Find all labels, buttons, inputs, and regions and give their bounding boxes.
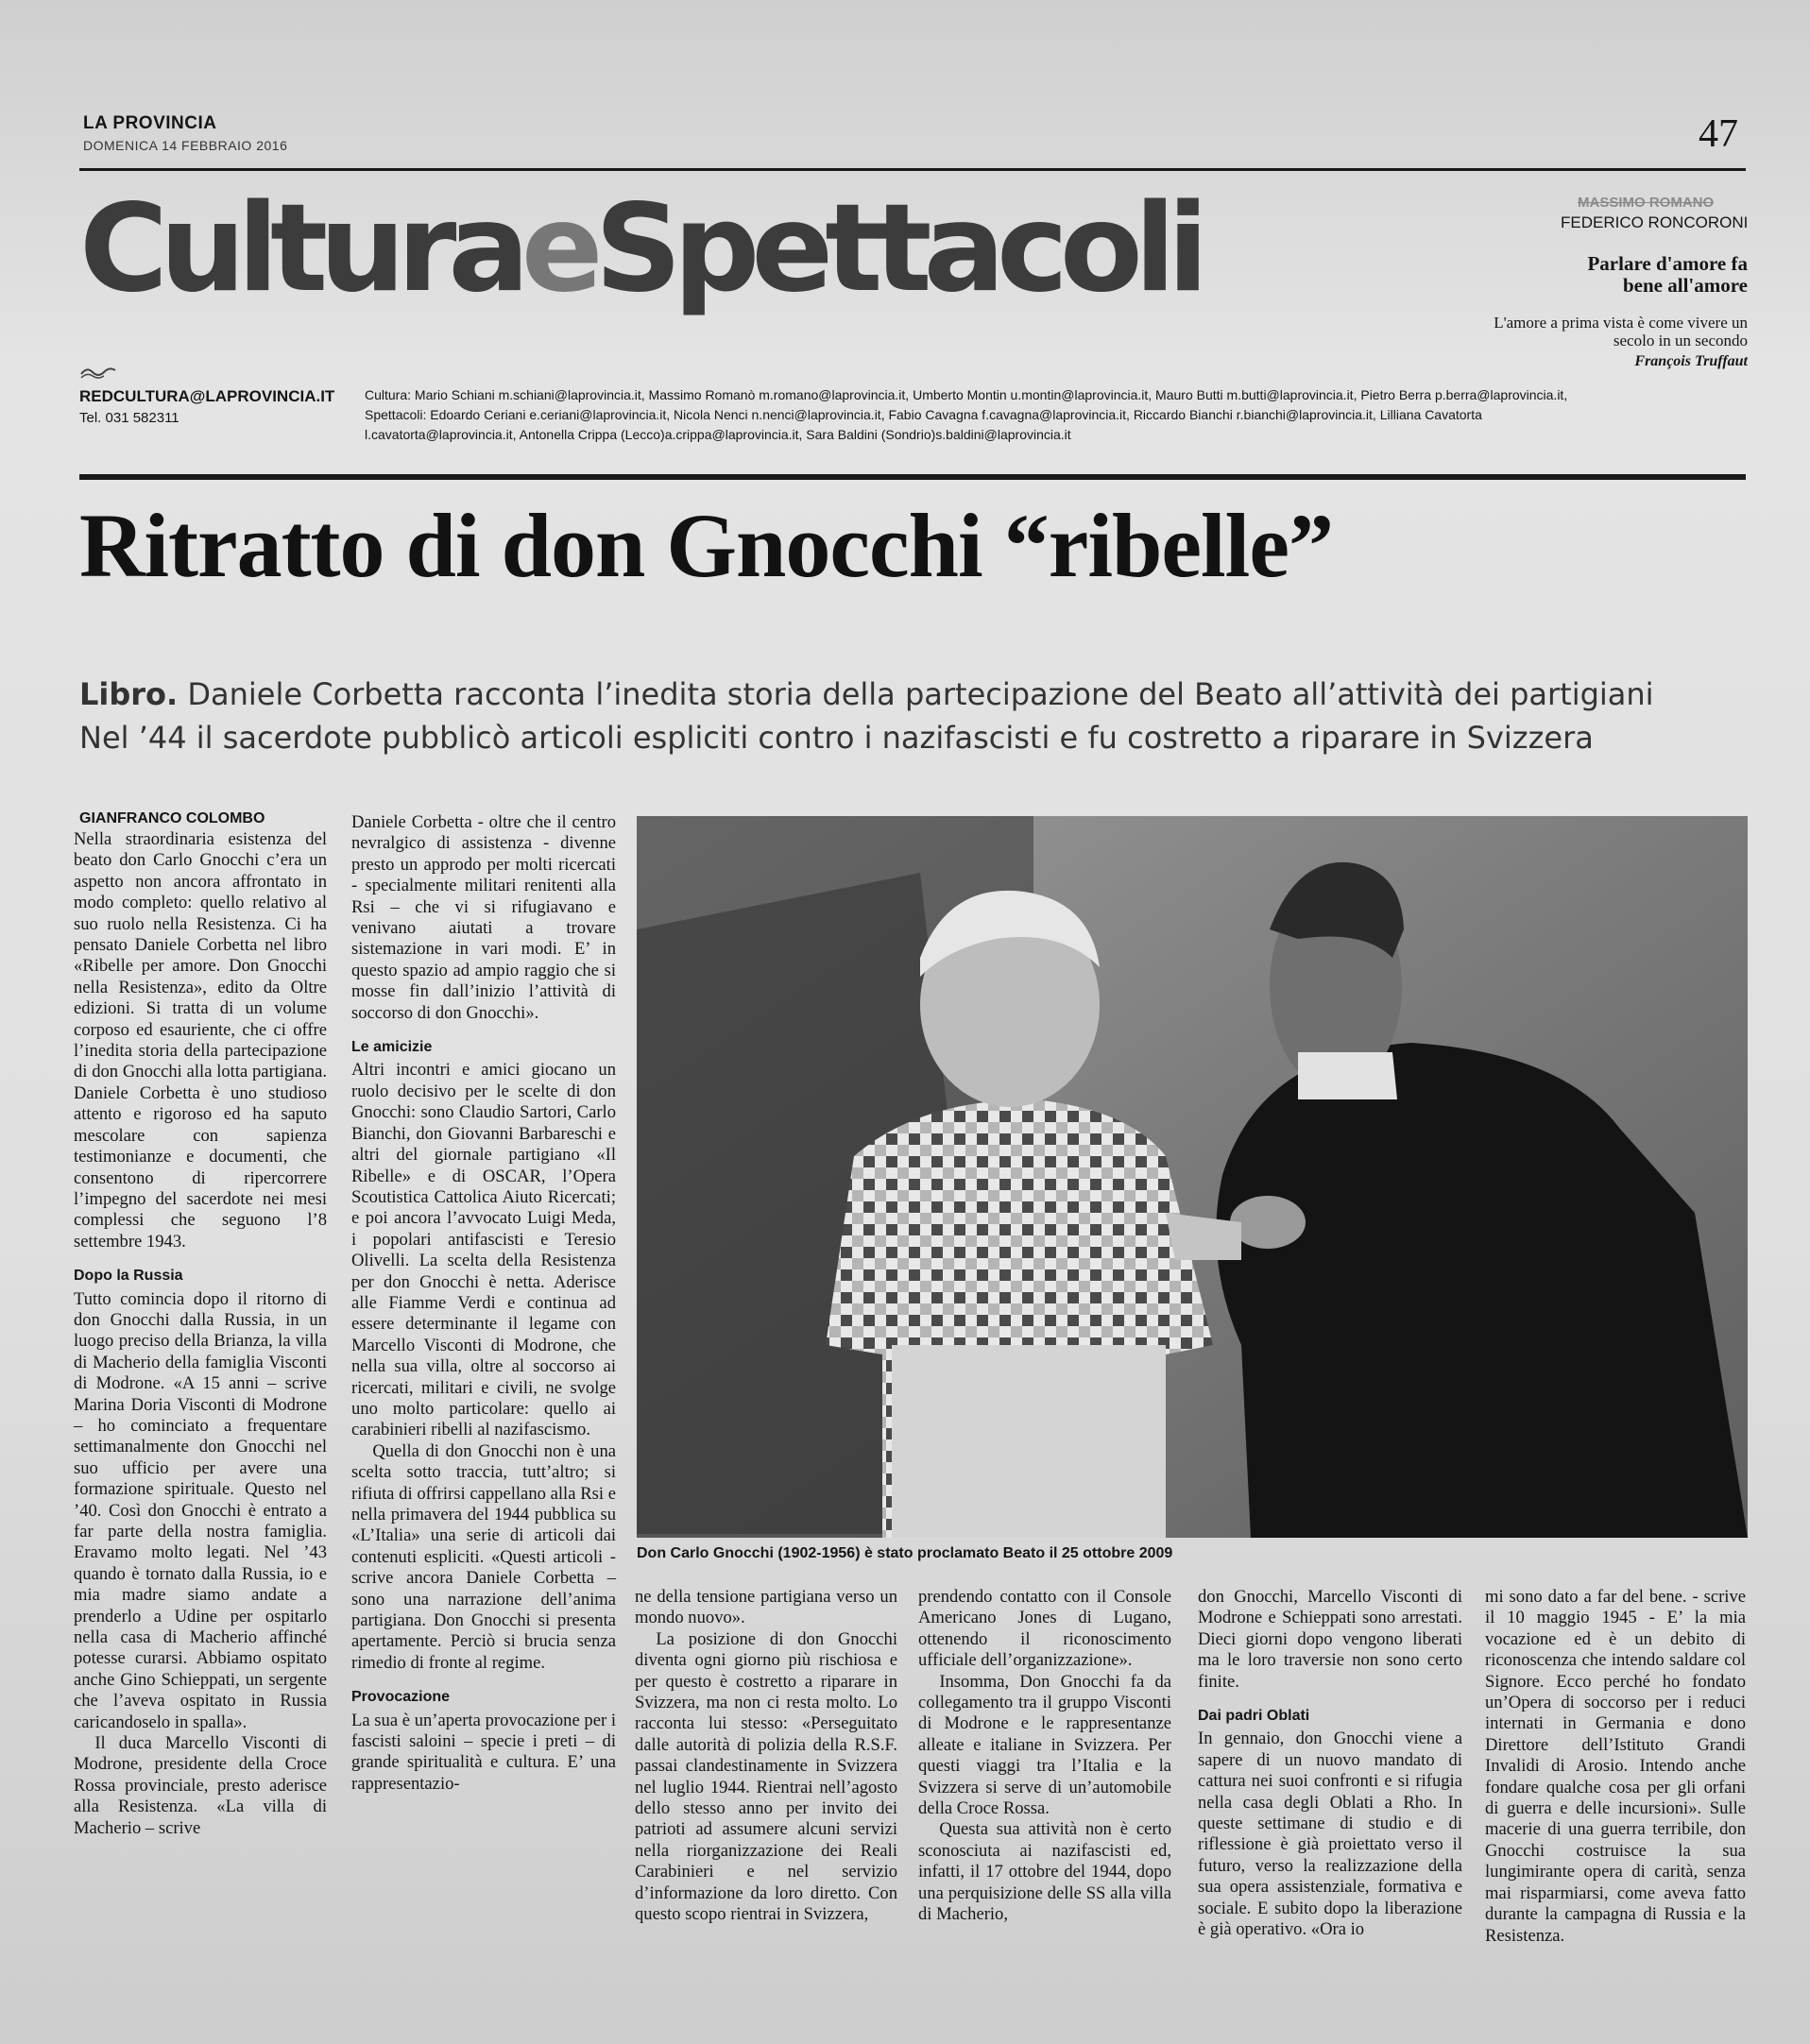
article-headline: Ritratto di don Gnocchi “ribelle”	[79, 495, 1333, 596]
top-rule	[79, 168, 1746, 171]
paragraph: Quella di don Gnocchi non è una scelta sotto traccia, tutt’altro; si rifiuta di offrirsi cappellano alla Rsi e nella primavera del 1944 pubblica su «L’Italia» una serie di articoli dai contenuti espliciti. «Questi articoli - scrive ancora Daniele Corbetta – sono una narrazione dell’anima partigiana. Don Gnocchi si presenta apertamente. Perciò si brucia senza rimedio di fronte al regime.	[351, 1440, 616, 1673]
issue-date: DOMENICA 14 FEBBRAIO 2016	[83, 138, 288, 153]
staff-line: Cultura: Mario Schiani m.schiani@laprovincia.it, Massimo Romanò m.romano@laprovincia.it, Umberto Montin u.montin@laprovincia.it, Mauro Butti m.butti@laprovincia.it, Pietro Berra p.berra@laprovincia.it,	[365, 387, 1568, 402]
newspaper-name: LA PROVINCIA	[83, 113, 217, 133]
staff-list	[365, 385, 1744, 445]
editor-struck: MASSIMO ROMANO	[1578, 195, 1715, 211]
paragraph: La posizione di don Gnocchi diventa ogni giorno più rischiosa e per questo è costretto a riparare in Svizzera, ma non ci resta molto. Lo racconta lui stesso: «Perseguitato dalle autorità di polizia della R.S.F. passai clandestinamente in Svizzera nel luglio 1944. Rientrai nell’agosto dello stesso anno per invito dei patrioti ad assumere alcuni servizi nella riorganizzazione dei Reali Carabinieri e nel servizio d’informazione da loro diretto. Con questo scopo rientrai in Svizzera,	[635, 1628, 897, 1925]
article-column-2	[351, 812, 616, 1795]
quote-text: L'amore a prima vista è come vivere un secolo in un secondo	[1494, 314, 1748, 349]
paragraph: Il duca Marcello Visconti di Modrone, presidente della Croce Rossa provinciale, presto aderisce alla Resistenza. «La villa di Macherio – scrive	[74, 1733, 327, 1838]
wave-icon	[79, 361, 117, 385]
subheading: Dai padri Oblati	[1198, 1708, 1310, 1725]
section-title-part3: Spettacoli	[594, 179, 1201, 319]
staff-line: l.cavatorta@laprovincia.it, Antonella Crippa (Lecco)a.crippa@laprovincia.it, Sara Baldini (Sondrio)s.baldini@laprovincia.it	[365, 427, 1071, 442]
paragraph: Daniele Corbetta - oltre che il centro nevralgico di assistenza - divenne presto un approdo per molti ricercati - specialmente militari renitenti alla Rsi – che vi si rifugiavano e venivano aiutati a trovare sistemazione in vari modi. E’ in questo spazio ad ampio raggio che si mosse fin dall’inizio l’attività di soccorso di don Gnocchi».	[351, 812, 616, 1023]
section-rule	[79, 474, 1746, 480]
article-standfirst	[79, 673, 1751, 759]
paragraph: Tutto comincia dopo il ritorno di don Gnocchi dalla Russia, in un luogo preciso della Brianza, la villa di Macherio della famiglia Visconti di Modrone. «A 15 anni – scrive Marina Doria Visconti di Modrone – ho cominciato a frequentare settimanalmente don Gnocchi nel suo ufficio per avere una formazione spirituale. Questo nel ’40. Così don Gnocchi è entrato a far parte della nostra famiglia. Eravamo molto legati. Nel ’43 quando è tornato dalla Russia, io e mia madre siamo andate a prenderlo a Udine per ospitarlo nella casa di Macherio affinché potesse curarsi. Abbiamo ospitato anche Gino Schieppati, un sergente che l’aveva ospitato in Russia caricandoselo in spalla».	[74, 1288, 327, 1732]
paragraph: mi sono dato a far del bene. - scrive il 10 maggio 1945 - E’ la mia vocazione ed è un debito di riconoscenza che intendo saldare col Signore. Ecco perché ho fondato un’Opera di soccorso per i reduci internati in Germania e dono Direttore dell’Istituto Grandi Invalidi di Arosio. Intendo anche fondare qualche cosa per gli orfani di guerra e delle incursioni». Sulle macerie di una guerra terribile, don Gnocchi costruisce la sua lungimirante opera di carità, senza mai risparmiarsi, come aveva fatto durante la campagna di Russia e la Resistenza.	[1485, 1587, 1746, 1946]
paragraph: don Gnocchi, Marcello Visconti di Modrone e Schieppati sono arrestati. Dieci giorni dopo vengono liberati ma le loro traversie non sono certo finite.	[1198, 1587, 1462, 1692]
paragraph: La sua è un’aperta provocazione per i fascisti saloini – specie i preti – di grande spiritualità e cultura. E’ una rappresentazio-	[351, 1710, 616, 1794]
subheading: Dopo la Russia	[74, 1268, 183, 1285]
subheading: Provocazione	[351, 1689, 451, 1706]
section-title-part2: e	[521, 179, 595, 319]
article-photo	[637, 816, 1748, 1538]
staff-line: Spettacoli: Edoardo Ceriani e.ceriani@laprovincia.it, Nicola Nenci n.nenci@laprovincia.it, Fabio Cavagna f.cavagna@laprovincia.it, Riccardo Bianchi r.bianchi@laprovincia.it, Lilliana Cavatorta	[365, 407, 1482, 422]
redazione-email[interactable]: REDCULTURA@LAPROVINCIA.IT	[79, 387, 335, 405]
section-title	[79, 179, 1201, 319]
quote-title: Parlare d'amore fa bene all'amore	[1587, 252, 1748, 297]
paragraph: ne della tensione partigiana verso un mondo nuovo».	[635, 1587, 897, 1628]
paragraph: In gennaio, don Gnocchi viene a sapere di un nuovo mandato di cattura nei suoi confronti e si rifugia nella casa degli Oblati a Rho. In queste settimane di studio e di riflessione è già proiettato verso il futuro, verso la realizzazione della sua opera assistenziale, formativa e sociale. E subito dopo la liberazione è già operativo. «Ora io	[1198, 1729, 1462, 1940]
paragraph: Altri incontri e amici giocano un ruolo decisivo per le scelte di don Gnocchi: sono Claudio Sartori, Carlo Bianchi, don Giovanni Barbareschi e altri del giornale partigiano «Il Ribelle» e di OSCAR, l’Opera Scoutistica Cattolica Aiuto Ricercati; e poi ancora l’avvocato Luigi Meda, i popolari antifascisti e Teresio Olivelli. La scelta della Resistenza per don Gnocchi è netta. Aderisce alle Fiamme Verdi e continua ad essere determinante il legame con Marcello Visconti di Modrone, che nella sua villa, oltre al soccorso ai ricercati, militari e civili, ne svolge uno molto particolare: quello ai carabinieri ribelli al nazifascismo.	[351, 1060, 616, 1440]
paragraph: Nella straordinaria esistenza del beato don Carlo Gnocchi c’era un aspetto non ancora affrontato in modo completo: quello relativo al suo ruolo nella Resistenza. Ci ha pensato Daniele Corbetta nel libro «Ribelle per amore. Don Gnocchi nella Resistenza», edito da Oltre edizioni. Si tratta di un volume corposo ed esauriente, che ci offre l’inedita storia della partecipazione di don Gnocchi alla lotta partigiana. Daniele Corbetta è uno studioso attento e rigoroso ed ha saputo mescolare con sapienza testimonianze e documenti, che consentono di ripercorrere l’impegno del sacerdote nei mesi complessi che seguono l’8 settembre 1943.	[74, 829, 327, 1252]
paragraph: Insomma, Don Gnocchi fa da collegamento tra il gruppo Visconti di Modrone e le rappresentanze alleate e italiane in Svizzera. Per questi viaggi tra l’Italia e la Svizzera si serve di un’automobile della Croce Rossa.	[918, 1671, 1171, 1819]
paragraph: prendendo contatto con il Console Americano Jones di Lugano, ottenendo il riconoscimento ufficiale dell’organizzazione».	[918, 1587, 1171, 1671]
editor-name: FEDERICO RONCORONI	[1561, 213, 1749, 231]
standfirst-label: Libro.	[79, 676, 179, 712]
subheading: Le amicizie	[351, 1039, 433, 1056]
article-column-4	[918, 1587, 1171, 1926]
redazione-phone: Tel. 031 582311	[79, 410, 179, 426]
photo-caption: Don Carlo Gnocchi (1902-1956) è stato proclamato Beato il 25 ottobre 2009	[637, 1545, 1173, 1561]
section-title-part1: Cultura	[79, 179, 521, 319]
paragraph: Questa sua attività non è certo sconosciuta ai nazifascisti ed, infatti, il 17 ottobre del 1944, dopo una perquisizione delle SS alla villa di Macherio,	[918, 1819, 1171, 1925]
article-column-1	[74, 829, 327, 1839]
article-column-5	[1198, 1587, 1462, 1941]
quote-author: François Truffaut	[1634, 353, 1748, 369]
article-column-3	[635, 1587, 897, 1926]
byline: GIANFRANCO COLOMBO	[79, 810, 265, 826]
page-number: 47	[1699, 112, 1738, 156]
article-column-6	[1485, 1587, 1746, 1947]
standfirst-line-2: Nel ’44 il sacerdote pubblicò articoli espliciti contro i nazifascisti e fu costretto a riparare in Svizzera	[79, 720, 1594, 756]
standfirst-line-1: Daniele Corbetta racconta l’inedita storia della partecipazione del Beato all’attività dei partigiani	[178, 676, 1654, 712]
